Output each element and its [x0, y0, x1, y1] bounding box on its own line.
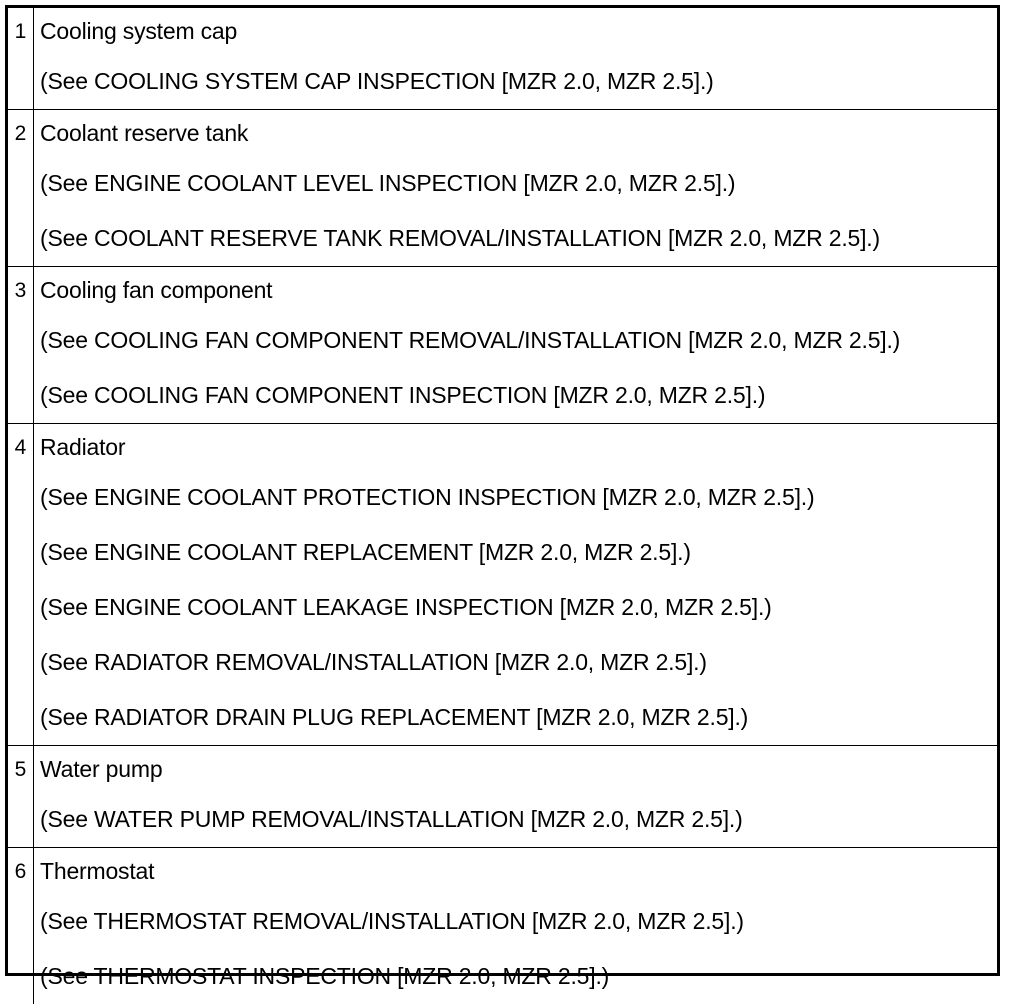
- reference-link[interactable]: (See COOLING FAN COMPONENT INSPECTION [MZR 2.0, MZR 2.5].): [40, 382, 766, 408]
- component-title: Coolant reserve tank: [40, 119, 249, 146]
- row-content: [34, 110, 997, 266]
- reference-link[interactable]: (See RADIATOR REMOVAL/INSTALLATION [MZR 2.0, MZR 2.5].): [40, 649, 707, 675]
- table-row: [8, 8, 997, 109]
- reference-link[interactable]: (See COOLANT RESERVE TANK REMOVAL/INSTALLATION [MZR 2.0, MZR 2.5].): [40, 225, 880, 251]
- row-content: [34, 8, 997, 109]
- row-number: 1: [8, 8, 34, 109]
- reference-link[interactable]: (See THERMOSTAT INSPECTION [MZR 2.0, MZR 2.5].): [40, 963, 610, 989]
- component-title: Cooling fan component: [40, 276, 273, 303]
- reference-link[interactable]: (See THERMOSTAT REMOVAL/INSTALLATION [MZR 2.0, MZR 2.5].): [40, 908, 744, 934]
- row-content: [34, 424, 997, 745]
- row-number: 2: [8, 110, 34, 266]
- row-number: 6: [8, 848, 34, 1004]
- table-row: [8, 745, 997, 847]
- row-content: [34, 848, 997, 1004]
- component-table: [5, 5, 1000, 989]
- table-row: [8, 109, 997, 266]
- reference-link[interactable]: (See WATER PUMP REMOVAL/INSTALLATION [MZR 2.0, MZR 2.5].): [40, 806, 743, 832]
- row-number: 4: [8, 424, 34, 745]
- reference-link[interactable]: (See COOLING SYSTEM CAP INSPECTION [MZR 2.0, MZR 2.5].): [40, 68, 714, 94]
- row-number: 3: [8, 267, 34, 423]
- row-content: [34, 746, 997, 847]
- component-title: Water pump: [40, 755, 163, 782]
- reference-link[interactable]: (See ENGINE COOLANT LEVEL INSPECTION [MZR 2.0, MZR 2.5].): [40, 170, 736, 196]
- component-title: Radiator: [40, 433, 126, 460]
- reference-link[interactable]: (See ENGINE COOLANT PROTECTION INSPECTION [MZR 2.0, MZR 2.5].): [40, 484, 815, 510]
- row-content: [34, 267, 997, 423]
- reference-link[interactable]: (See ENGINE COOLANT LEAKAGE INSPECTION [MZR 2.0, MZR 2.5].): [40, 594, 772, 620]
- component-title: Thermostat: [40, 857, 155, 884]
- reference-link[interactable]: (See ENGINE COOLANT REPLACEMENT [MZR 2.0, MZR 2.5].): [40, 539, 691, 565]
- component-title: Cooling system cap: [40, 17, 238, 44]
- table-row: [8, 266, 997, 423]
- reference-link[interactable]: (See RADIATOR DRAIN PLUG REPLACEMENT [MZR 2.0, MZR 2.5].): [40, 704, 749, 730]
- reference-link[interactable]: (See COOLING FAN COMPONENT REMOVAL/INSTALLATION [MZR 2.0, MZR 2.5].): [40, 327, 901, 353]
- row-number: 5: [8, 746, 34, 847]
- table-row: [8, 423, 997, 745]
- table-row: [8, 847, 997, 1004]
